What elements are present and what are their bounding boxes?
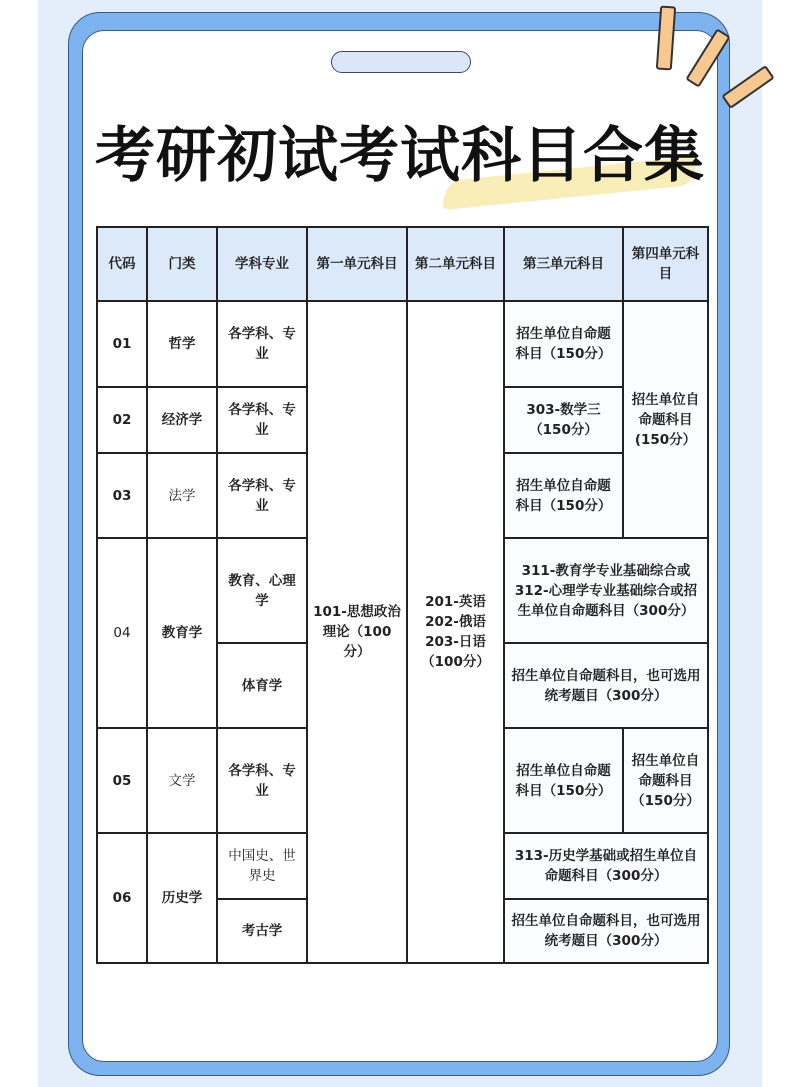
category-cell: 经济学 (147, 387, 217, 453)
code-cell: 02 (97, 387, 147, 453)
header-major: 学科专业 (217, 227, 307, 301)
unit3-cell: 招生单位自命题科目（150分） (504, 728, 623, 833)
category-cell: 哲学 (147, 301, 217, 387)
major-cell: 中国史、世界史 (217, 833, 307, 899)
header-unit2: 第二单元科目 (407, 227, 504, 301)
major-cell: 各学科、专业 (217, 387, 307, 453)
header-unit4: 第四单元科目 (623, 227, 708, 301)
unit3-cell: 招生单位自命题科目（150分） (504, 301, 623, 387)
unit4-cell: 招生单位自命题科目（150分） (623, 728, 708, 833)
unit3-cell: 招生单位自命题科目，也可选用统考题目（300分） (504, 899, 708, 963)
code-cell: 05 (97, 728, 147, 833)
code-cell: 03 (97, 453, 147, 538)
header-unit3: 第三单元科目 (504, 227, 623, 301)
code-cell: 04 (97, 538, 147, 728)
page-title: 考研初试考试科目合集 (95, 121, 705, 191)
unit2-cell: 201-英语 202-俄语 203-日语 （100分） (407, 301, 504, 963)
badge-slot-decoration (331, 51, 471, 73)
unit4-cell: 招生单位自命题科目(150分） (623, 301, 708, 538)
major-cell: 各学科、专业 (217, 728, 307, 833)
code-cell: 06 (97, 833, 147, 963)
category-cell: 教育学 (147, 538, 217, 728)
category-cell: 法学 (147, 453, 217, 538)
unit3-cell: 311-教育学专业基础综合或312-心理学专业基础综合或招生单位自命题科目（300分） (504, 538, 708, 643)
major-cell: 教育、心理学 (217, 538, 307, 643)
exam-subjects-table (96, 226, 709, 964)
unit3-cell: 招生单位自命题科目（150分） (504, 453, 623, 538)
code-cell: 01 (97, 301, 147, 387)
unit3-cell: 招生单位自命题科目，也可选用统考题目（300分） (504, 643, 708, 728)
major-cell: 各学科、专业 (217, 453, 307, 538)
major-cell: 体育学 (217, 643, 307, 728)
header-unit1: 第一单元科目 (307, 227, 407, 301)
category-cell: 文学 (147, 728, 217, 833)
category-cell: 历史学 (147, 833, 217, 963)
table-row (97, 301, 708, 387)
unit3-cell: 313-历史学基础或招生单位自命题科目（300分） (504, 833, 708, 899)
major-cell: 考古学 (217, 899, 307, 963)
unit3-cell: 303-数学三（150分） (504, 387, 623, 453)
table-header-row (97, 227, 708, 301)
header-code: 代码 (97, 227, 147, 301)
header-category: 门类 (147, 227, 217, 301)
unit1-cell: 101-思想政治理论（100分） (307, 301, 407, 963)
major-cell: 各学科、专业 (217, 301, 307, 387)
